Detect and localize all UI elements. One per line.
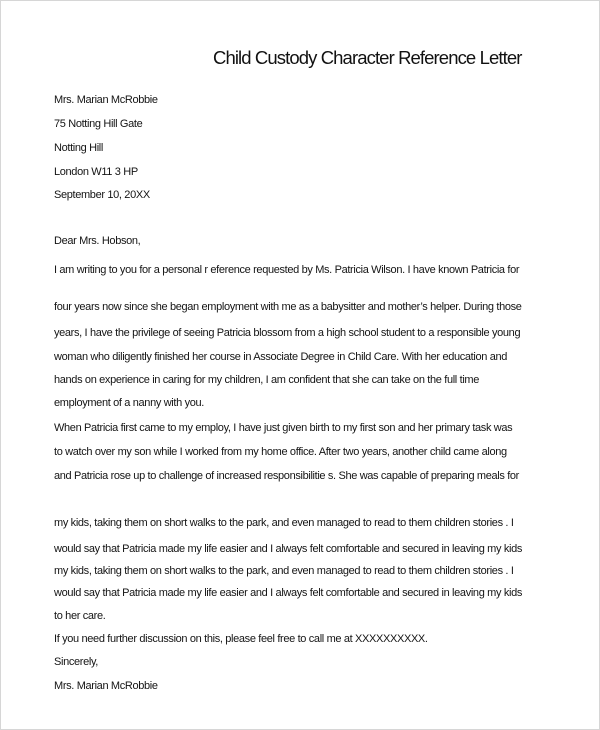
body-line: my kids, taking them on short walks to the park, and even managed to read to them children stories . I — [54, 565, 514, 577]
body-line: hands on experience in caring for my children, I am confident that she can take on the full time — [54, 374, 479, 386]
body-line: years, I have the privilege of seeing Patricia blossom from a high school student to a responsible young — [54, 327, 521, 339]
sender-city-line: London W11 3 HP — [54, 166, 138, 178]
letter-title: Child Custody Character Reference Letter — [213, 47, 522, 68]
sender-name-line: Mrs. Marian McRobbie — [54, 94, 158, 106]
body-line: and Patricia rose up to challenge of increased responsibilitie s. She was capable of preparing meals for — [54, 470, 519, 482]
body-line: my kids, taking them on short walks to the park, and even managed to read to them children stories . I — [54, 517, 514, 529]
body-line: woman who diligently finished her course in Associate Degree in Child Care. With her education and — [54, 351, 508, 363]
body-line: four years now since she began employment with me as a babysitter and mother’s helper. During those — [54, 301, 522, 313]
sender-district-line: Notting Hill — [54, 142, 103, 154]
body-line: would say that Patricia made my life easier and I always felt comfortable and secured in leaving my kids — [54, 543, 523, 555]
body-line: When Patricia first came to my employ, I have just given birth to my first son and her primary task was — [54, 422, 513, 434]
contact-line: If you need further discussion on this, please feel free to call me at XXXXXXXXXX. — [54, 633, 428, 645]
valediction: Sincerely, — [54, 656, 98, 668]
body-line: to her care. — [54, 610, 106, 622]
body-line: I am writing to you for a personal r eference requested by Ms. Patricia Wilson. I have known Patricia for — [54, 264, 520, 276]
body-line: to watch over my son while I worked from my home office. After two years, another child came along — [54, 446, 507, 458]
body-line: would say that Patricia made my life easier and I always felt comfortable and secured in leaving my kids — [54, 587, 523, 599]
body-line: employment of a nanny with you. — [54, 397, 204, 409]
letter-date: September 10, 20XX — [54, 189, 150, 201]
sender-street-line: 75 Notting Hill Gate — [54, 118, 143, 130]
signature-name: Mrs. Marian McRobbie — [54, 680, 158, 692]
salutation: Dear Mrs. Hobson, — [54, 235, 141, 247]
